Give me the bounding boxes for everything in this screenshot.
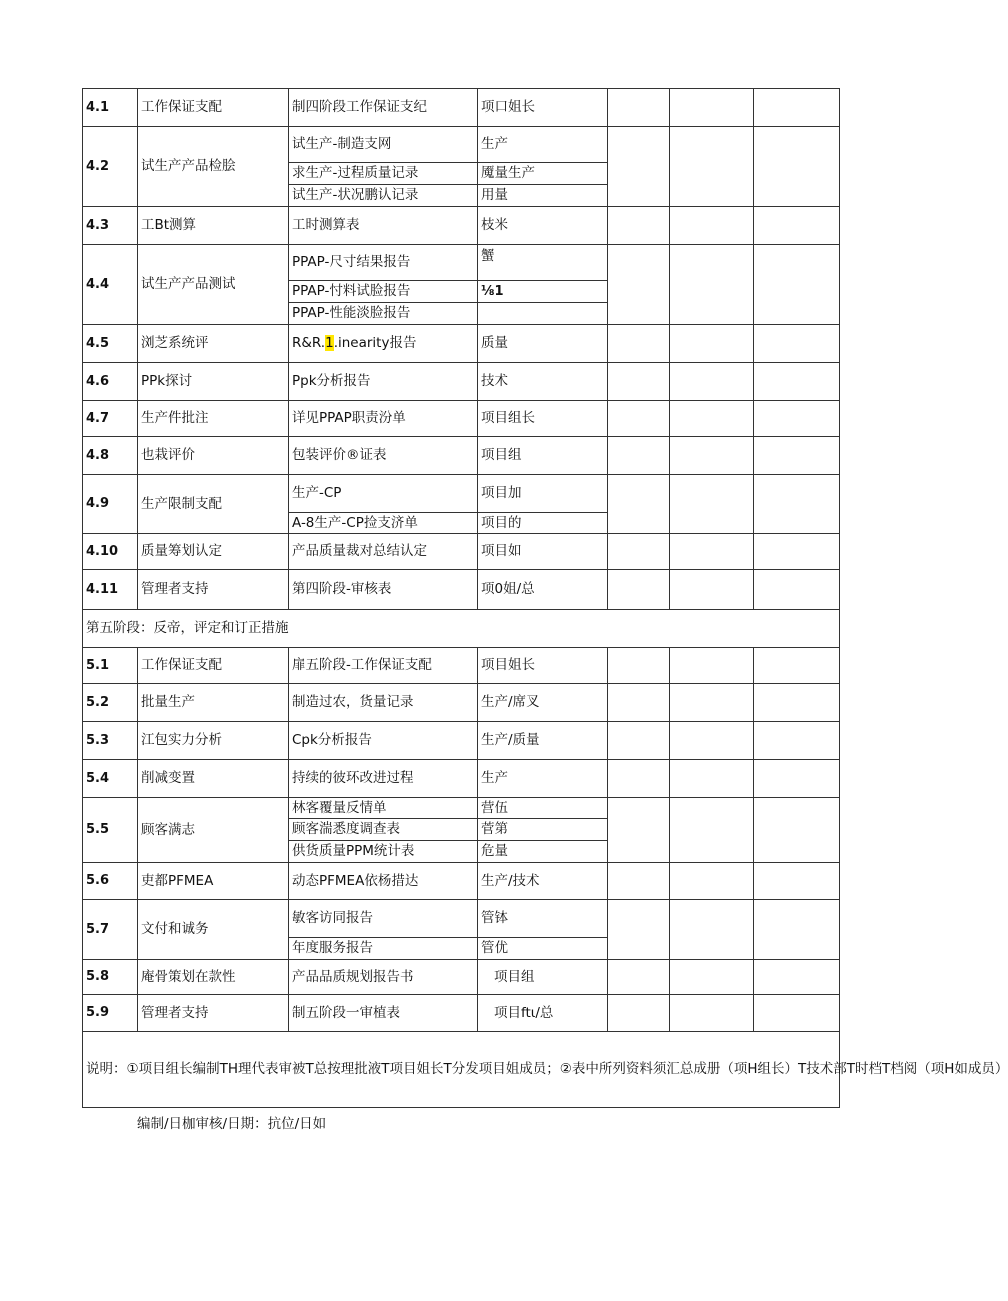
blank-cell [608, 722, 670, 760]
owner-cell: 项0姐/总 [478, 570, 608, 610]
blank-cell [608, 127, 670, 207]
table-row [83, 534, 840, 570]
row-number: 4.9 [83, 475, 138, 534]
owner-cell: ⅛1 [478, 281, 608, 303]
plan-table [82, 88, 1008, 1108]
table-row [83, 401, 840, 437]
item-cell: PPk探讨 [138, 363, 289, 401]
blank-cell [754, 89, 840, 127]
document-cell: 动态PFMEA依杨措达 [289, 863, 478, 900]
owner-cell: 蟹 [478, 245, 608, 281]
item-cell: 试生产产品检脍 [138, 127, 289, 207]
table-row [83, 798, 840, 819]
owner-cell: 项目的 [478, 513, 608, 534]
blank-cell [754, 127, 840, 207]
item-cell: 文付和诚务 [138, 900, 289, 960]
item-cell: 管理者支持 [138, 995, 289, 1032]
table-row [83, 900, 840, 938]
item-cell: 吏都PFMEA [138, 863, 289, 900]
table-row [83, 325, 840, 363]
owner-cell: 项目ftι/总 [478, 995, 608, 1032]
document-cell [289, 325, 478, 363]
document-cell: Ppk分析报告 [289, 363, 478, 401]
blank-cell [670, 325, 754, 363]
row-number: 5.2 [83, 684, 138, 722]
blank-cell [754, 534, 840, 570]
item-cell: 浏芝系统评 [138, 325, 289, 363]
blank-cell [754, 863, 840, 900]
owner-cell: 项目组 [478, 960, 608, 995]
owner-cell: 营伍 [478, 798, 608, 819]
owner-cell: 技术 [478, 363, 608, 401]
item-cell: 工作保证支配 [138, 89, 289, 127]
row-number: 5.7 [83, 900, 138, 960]
table-row [83, 863, 840, 900]
blank-cell [608, 900, 670, 960]
section-header-row [83, 610, 840, 648]
document-cell: A-8生产-CP捡支济单 [289, 513, 478, 534]
blank-cell [754, 245, 840, 325]
document-cell: 顾客湍悉度调查表 [289, 819, 478, 841]
blank-cell [608, 401, 670, 437]
document-cell: 持续的彼环改进过程 [289, 760, 478, 798]
blank-cell [670, 760, 754, 798]
item-cell: 顾客满志 [138, 798, 289, 863]
blank-cell [754, 325, 840, 363]
blank-cell [670, 127, 754, 207]
blank-cell [608, 363, 670, 401]
row-number: 5.1 [83, 648, 138, 684]
blank-cell [670, 995, 754, 1032]
blank-cell [670, 245, 754, 325]
blank-cell [670, 534, 754, 570]
owner-cell: 项目如 [478, 534, 608, 570]
table-row [83, 648, 840, 684]
item-cell: 削减变置 [138, 760, 289, 798]
blank-cell [754, 401, 840, 437]
row-number: 5.8 [83, 960, 138, 995]
owner-cell: 生产/技术 [478, 863, 608, 900]
item-cell: 批量生产 [138, 684, 289, 722]
row-number: 4.11 [83, 570, 138, 610]
row-number: 5.6 [83, 863, 138, 900]
blank-cell [754, 648, 840, 684]
owner-cell: 项目加 [478, 475, 608, 513]
row-number: 4.10 [83, 534, 138, 570]
blank-cell [608, 245, 670, 325]
owner-cell: 项口姐长 [478, 89, 608, 127]
blank-cell [754, 207, 840, 245]
blank-cell [670, 960, 754, 995]
blank-cell [608, 960, 670, 995]
row-number: 5.9 [83, 995, 138, 1032]
item-cell: 工Bt测算 [138, 207, 289, 245]
blank-cell [670, 89, 754, 127]
document-cell: 求生产-过程质量记录 [289, 163, 478, 185]
owner-cell: 生产 [478, 127, 608, 163]
owner-cell: 项目组长 [478, 401, 608, 437]
blank-cell [754, 684, 840, 722]
note-row [83, 1032, 840, 1108]
document-cell: 试生产-制造支网 [289, 127, 478, 163]
table-row [83, 207, 840, 245]
blank-cell [754, 570, 840, 610]
blank-cell [608, 475, 670, 534]
document-cell: 林客覆量反情单 [289, 798, 478, 819]
document-cell: 工时测算表 [289, 207, 478, 245]
document-cell: 产品质量裁对总结认定 [289, 534, 478, 570]
item-cell: 生产件批注 [138, 401, 289, 437]
blank-cell [670, 207, 754, 245]
table-row [83, 722, 840, 760]
document-cell: 敏客访同报告 [289, 900, 478, 938]
doc-suffix: .inearity报告 [333, 335, 417, 352]
owner-cell: 生产/席叉 [478, 684, 608, 722]
blank-cell [608, 798, 670, 863]
signature-footer: 编制/日枷审核/日期：抗位/日如 [137, 1116, 327, 1132]
item-cell: 试生产产品测试 [138, 245, 289, 325]
blank-cell [608, 648, 670, 684]
owner-cell: 管优 [478, 938, 608, 960]
document-cell: 生产-CP [289, 475, 478, 513]
document-cell: Cpk分析报告 [289, 722, 478, 760]
document-cell: 第四阶段-审核表 [289, 570, 478, 610]
owner-cell: 项目姐长 [478, 648, 608, 684]
document-cell: 制四阶段工作保证支纪 [289, 89, 478, 127]
blank-cell [670, 363, 754, 401]
blank-cell [608, 437, 670, 475]
blank-cell [608, 570, 670, 610]
row-number: 4.6 [83, 363, 138, 401]
item-cell: 生产限制支配 [138, 475, 289, 534]
item-cell: 质量筹划认定 [138, 534, 289, 570]
blank-cell [670, 798, 754, 863]
item-cell: 也栽评价 [138, 437, 289, 475]
blank-cell [754, 722, 840, 760]
blank-cell [670, 863, 754, 900]
owner-cell: 枝米 [478, 207, 608, 245]
blank-cell [754, 960, 840, 995]
table-row [83, 89, 840, 127]
owner-cell: 管钵 [478, 900, 608, 938]
table-row [83, 245, 840, 281]
blank-cell [754, 363, 840, 401]
note-text: 说明：①项目组长编制TH理代表审被T总按理批液T项目姐长T分发项目姐成员；②表中所列资料须汇总成册（项H组长）T技术部T时档T档阅（项H如成员） [83, 1032, 840, 1108]
row-number: 4.1 [83, 89, 138, 127]
section-title: 第五阶段：反帝，评定和订正措施 [83, 610, 840, 648]
blank-cell [608, 684, 670, 722]
document-cell: 产品品质规划报告书 [289, 960, 478, 995]
row-number: 5.4 [83, 760, 138, 798]
table-row [83, 437, 840, 475]
blank-cell [670, 648, 754, 684]
table-row [83, 760, 840, 798]
blank-cell [670, 437, 754, 475]
owner-cell: 危量 [478, 841, 608, 863]
blank-cell [670, 722, 754, 760]
blank-cell [608, 863, 670, 900]
owner-cell: 菅第 [478, 819, 608, 841]
row-number: 4.8 [83, 437, 138, 475]
row-number: 4.2 [83, 127, 138, 207]
blank-cell [754, 798, 840, 863]
row-number: 4.3 [83, 207, 138, 245]
blank-cell [670, 570, 754, 610]
row-number: 4.7 [83, 401, 138, 437]
owner-cell: 项目组 [478, 437, 608, 475]
item-cell: 庵骨策划在款性 [138, 960, 289, 995]
table-row [83, 960, 840, 995]
blank-cell [608, 325, 670, 363]
highlighted-text: 1 [325, 335, 334, 352]
owner-cell: 生产/质量 [478, 722, 608, 760]
row-number: 4.4 [83, 245, 138, 325]
table-row [83, 363, 840, 401]
item-cell: 工作保证支配 [138, 648, 289, 684]
blank-cell [754, 995, 840, 1032]
item-cell: 管理者支持 [138, 570, 289, 610]
document-cell: 扉五阶段-工作保证支配 [289, 648, 478, 684]
blank-cell [670, 684, 754, 722]
blank-cell [670, 900, 754, 960]
table-row [83, 127, 840, 163]
owner-cell [478, 303, 608, 325]
document-cell: PPAP-忖料试脸报告 [289, 281, 478, 303]
blank-cell [754, 760, 840, 798]
blank-cell [608, 207, 670, 245]
item-cell: 江包实力分析 [138, 722, 289, 760]
owner-cell: 魇量生产 [478, 163, 608, 185]
owner-cell: 质量 [478, 325, 608, 363]
owner-cell: 生产 [478, 760, 608, 798]
document-cell: 详见PPAP职责汾单 [289, 401, 478, 437]
blank-cell [608, 760, 670, 798]
table-row [83, 475, 840, 513]
blank-cell [670, 475, 754, 534]
row-number: 4.5 [83, 325, 138, 363]
row-number: 5.3 [83, 722, 138, 760]
document-cell: 制造过农，货量记录 [289, 684, 478, 722]
blank-cell [670, 401, 754, 437]
blank-cell [608, 534, 670, 570]
document-cell: 供货质量PPM统计表 [289, 841, 478, 863]
blank-cell [608, 89, 670, 127]
document-cell: PPAP-尺寸结果报告 [289, 245, 478, 281]
owner-cell: 用量 [478, 185, 608, 207]
doc-prefix: R&R. [292, 335, 326, 352]
document-cell: 试生产-状况鹏认记录 [289, 185, 478, 207]
document-cell: 包装评价®证表 [289, 437, 478, 475]
document-cell: 年度服务报告 [289, 938, 478, 960]
blank-cell [754, 437, 840, 475]
document-cell: PPAP-性能淡脸报告 [289, 303, 478, 325]
blank-cell [754, 475, 840, 534]
table-row [83, 684, 840, 722]
table-row [83, 995, 840, 1032]
row-number: 5.5 [83, 798, 138, 863]
blank-cell [608, 995, 670, 1032]
table-row [83, 570, 840, 610]
blank-cell [754, 900, 840, 960]
document-cell: 制五阶段一审植表 [289, 995, 478, 1032]
